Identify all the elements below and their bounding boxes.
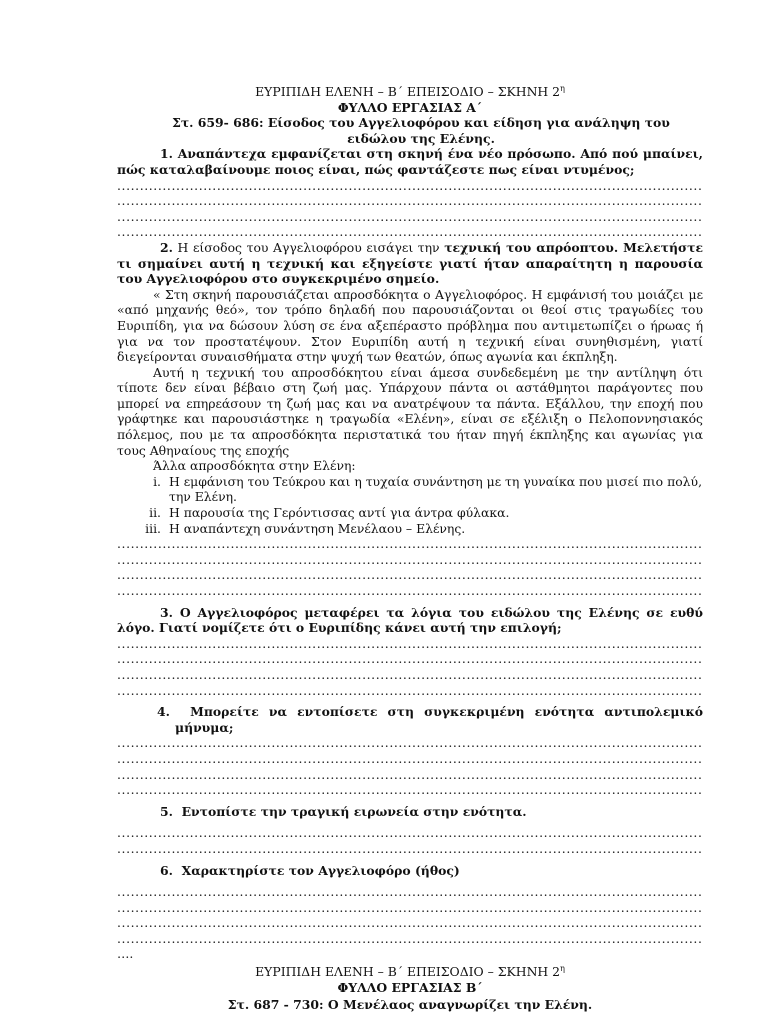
answer-line <box>117 782 703 798</box>
answer-line <box>117 178 703 194</box>
answer-line <box>117 209 703 225</box>
answer-line <box>117 583 703 599</box>
answer-line <box>117 536 703 552</box>
q2-explanation-p1: « Στη σκηνή παρουσιάζεται απροσδόκητα ο Αγγελιοφόρος. Η εμφάνισή του μοιάζει με «από μηχανής θεό», τον τρόπο δηλαδή που παρουσιάζονται οι θεοί στις τραγωδίες του Ευριπίδη, για να δώσουν λύση σε ένα αξεπέραστο πρόβλημα που αντιμετωπίζει ο ήρωας ή για να τον προστατέψουν. Στον Ευριπίδη αυτή η τεχνική είναι συνηθισμένη, γιατί διεγείρονται συναισθήματα στην ψυχή των θεατών, όπως αγωνία και έκπληξη. <box>117 286 703 365</box>
q2-other-surprises-label: Άλλα απροσδόκητα στην Ελένη: <box>153 458 356 474</box>
answer-line <box>117 841 703 857</box>
answer-line-tail: …. <box>117 946 134 962</box>
answer-line <box>117 751 703 767</box>
answer-line <box>117 224 703 240</box>
answer-line <box>117 915 703 931</box>
answer-line <box>117 193 703 209</box>
answer-line <box>117 900 703 916</box>
answer-line <box>117 767 703 783</box>
answer-line <box>117 825 703 841</box>
sheet2-subtitle: ΦΥΛΛΟ ΕΡΓΑΣΙΑΣ Β΄ <box>337 979 483 995</box>
sheet1-title: ΕΥΡΙΠΙΔΗ ΕΛΕΝΗ – Β΄ ΕΠΕΙΣΟΔΙΟ – ΣΚΗΝΗ $2^\eta$ <box>255 83 565 99</box>
answer-line <box>117 567 703 583</box>
answer-line <box>117 735 703 751</box>
list-item: i. Η εμφάνιση του Τεύκρου και η τυχαία συνάντηση με τη γυναίκα που μισεί πιο πολύ, την Ελένη. <box>153 473 703 505</box>
question-3: 3. Ο Αγγελιοφόρος μεταφέρει τα λόγια του ειδώλου της Ελένης σε ευθύ λόγο. Γιατί νομίζετε ότι ο Ευριπίδης κάνει αυτή την επιλογή; <box>117 604 703 636</box>
answer-line <box>117 552 703 568</box>
question-2: 2. Η είσοδος του Αγγελιοφόρου εισάγει την τεχνική του απρόοπτου. Μελετήστε τι σημαίνει αυτή η τεχνική και εξηγείστε γιατί ήταν απαραίτητη η παρουσία του Αγγελιοφόρου στο συγκεκριμένο σημείο. <box>117 239 703 287</box>
answer-line <box>117 636 703 652</box>
list-item: iii. Η αναπάντεχη συνάντηση Μενέλαου – Ελένης. <box>145 520 466 536</box>
sheet1-subtitle: ΦΥΛΛΟ ΕΡΓΑΣΙΑΣ Α΄ <box>337 99 483 115</box>
list-item: ii. Η παρουσία της Γερόντισσας αντί για άντρα φύλακα. <box>149 505 510 521</box>
answer-line <box>117 667 703 683</box>
question-6: 6. Χαρακτηρίστε τον Αγγελιοφόρο (ήθος) <box>160 862 460 878</box>
question-1: 1. Αναπάντεχα εμφανίζεται στη σκηνή ένα νέο πρόσωπο. Από πού μπαίνει, πώς καταλαβαίνουμε ποιος είναι, πώς φαντάζεστε πως είναι ντυμένος; <box>117 146 703 177</box>
answer-line <box>117 931 703 947</box>
answer-line <box>117 651 703 667</box>
answer-line <box>117 683 703 699</box>
question-5: 5. Εντοπίστε την τραγική ειρωνεία στην ενότητα. <box>160 803 527 819</box>
sheet2-title: ΕΥΡΙΠΙΔΗ ΕΛΕΝΗ – Β΄ ΕΠΕΙΣΟΔΙΟ – ΣΚΗΝΗ $2^\eta$ <box>255 963 565 980</box>
sheet2-verses: Στ. 687 - 730: Ο Μενέλαος αναγνωρίζει την Ελένη. <box>227 997 593 1013</box>
sheet1-verses: Στ. 659- 686: Είσοδος του Αγγελιοφόρου και είδηση για ανάληψη του ειδώλου της Ελένης. <box>172 115 670 146</box>
question-4: 4. Μπορείτε να εντοπίσετε στη συγκεκριμένη ενότητα αντιπολεμικό μήνυμα; <box>157 704 703 735</box>
answer-line <box>117 884 703 900</box>
q2-explanation-p2: Αυτή η τεχνική του απροσδόκητου είναι άμεσα συνδεδεμένη με την αντίληψη ότι τίποτε δεν είναι βέβαιο στη ζωή μας. Υπάρχουν πάντα οι αστάθμητοι παράγοντες που μπορεί να επηρεάσουν τη ζωή μας και να ανατρέψουν τα πάντα. Εξάλλου, την εποχή που γράφτηκε και παρουσιάστηκε η τραγωδία «Ελένη», είναι σε εξέλιξη ο Πελοποννησιακός πόλεμος, που με τα απροσδόκητα περιστατικά του ήταν πηγή έκπληξης και αγωνίας για τους Αθηναίους της εποχής <box>117 364 703 458</box>
worksheet-page <box>117 84 703 1013</box>
